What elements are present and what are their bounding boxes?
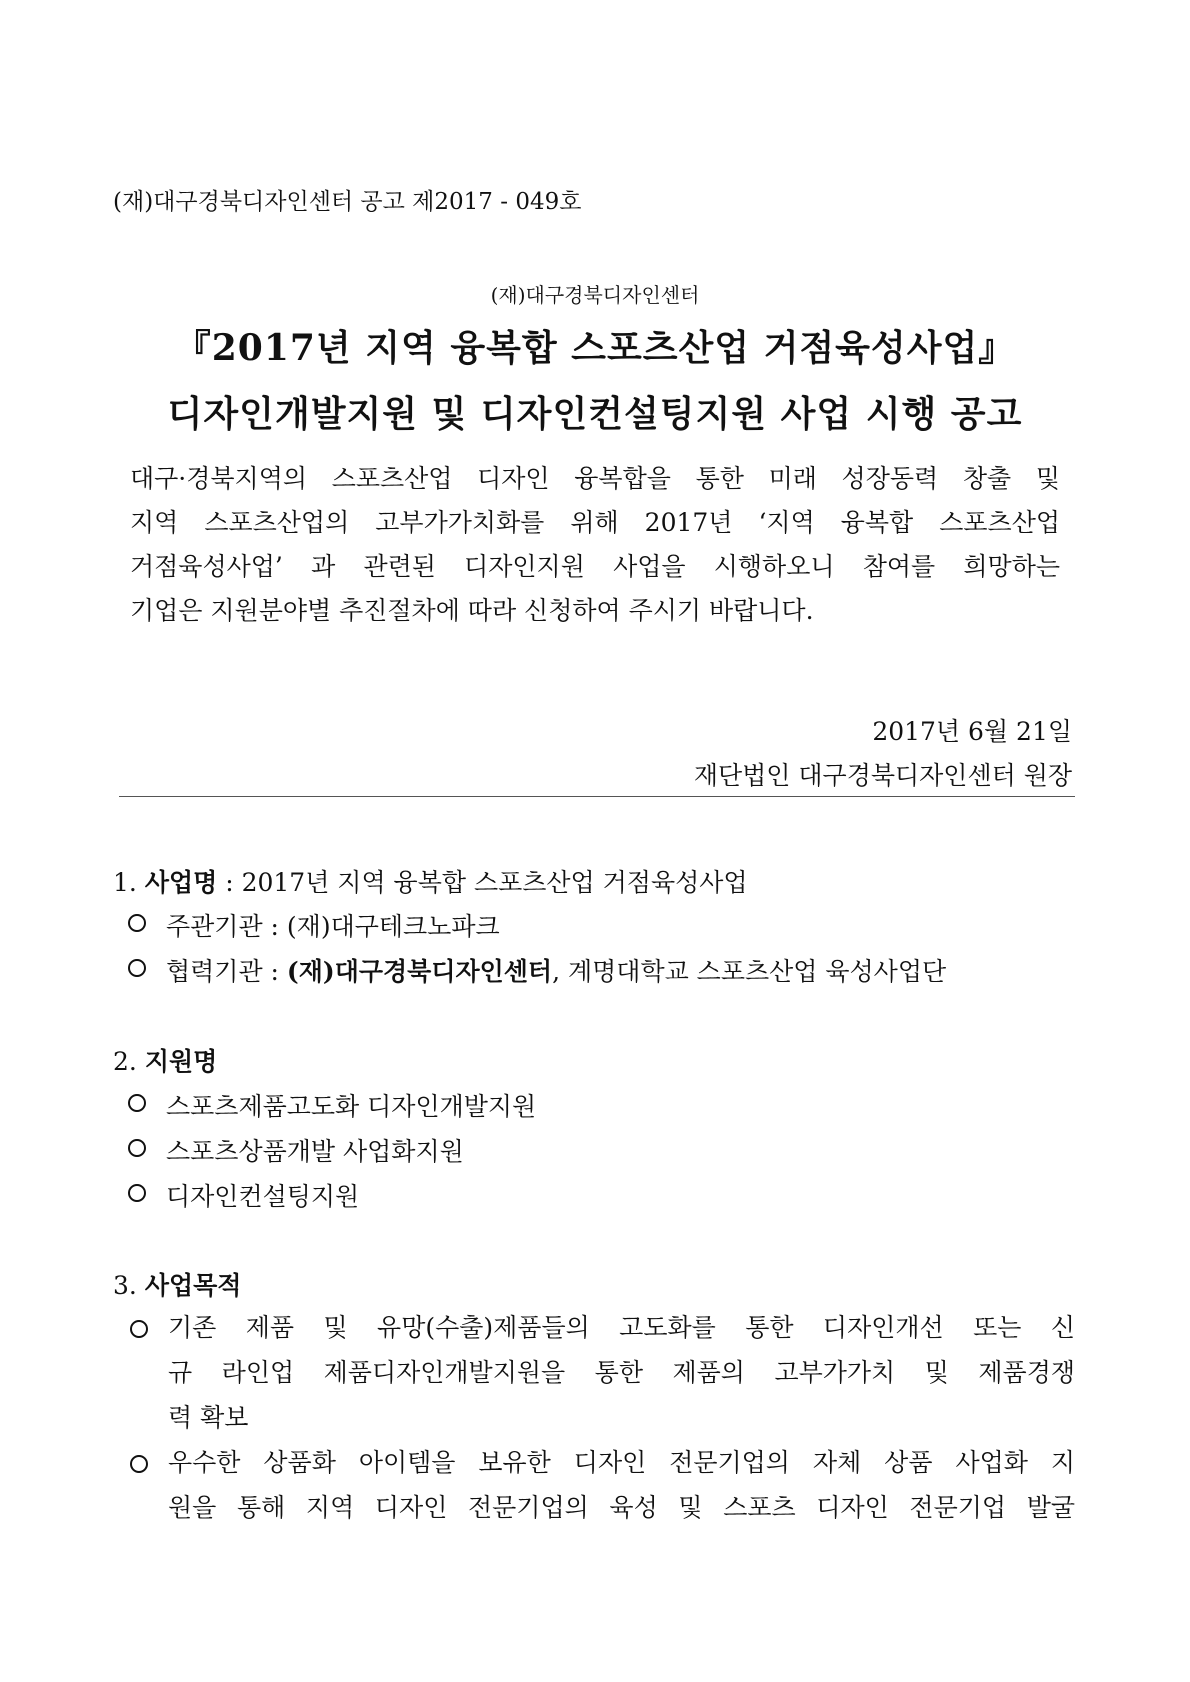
section-1-label: 사업명 xyxy=(144,868,218,897)
partner-org-primary: (재)대구경북디자인센터 xyxy=(286,957,553,986)
partner-org-label: 협력기관 : xyxy=(166,957,287,986)
host-org-label: 주관기관 : xyxy=(166,912,287,941)
intro-line-1: 대구·경북지역의 스포츠산업 디자인 융복합을 통한 미래 성장동력 창출 및 xyxy=(130,464,1060,493)
purpose-2-line-2: 원을 통해 지역 디자인 전문기업의 육성 및 스포츠 디자인 전문기업 발굴 xyxy=(168,1493,1075,1522)
list-item xyxy=(128,1132,1078,1168)
section-2-heading xyxy=(113,1042,217,1078)
list-item xyxy=(128,1087,1078,1123)
intro-line-2: 지역 스포츠산업의 고부가가치화를 위해 2017년 ‘지역 융복합 스포츠산업 xyxy=(130,508,1060,537)
circle-bullet-icon xyxy=(128,959,146,977)
section-3-number: 3. xyxy=(113,1271,137,1300)
divider xyxy=(119,796,1075,797)
circle-bullet-icon xyxy=(128,1184,146,1202)
circle-bullet-icon xyxy=(130,1455,148,1473)
list-item xyxy=(128,952,1078,988)
issuer-name: (재)대구경북디자인센터 xyxy=(490,283,700,307)
section-2-label: 지원명 xyxy=(144,1047,218,1076)
purpose-1-line-3: 력 확보 xyxy=(168,1403,249,1432)
circle-bullet-icon xyxy=(130,1320,148,1338)
purpose-1-line-2: 규 라인업 제품디자인개발지원을 통한 제품의 고부가가치 및 제품경쟁 xyxy=(168,1358,1075,1387)
host-org-value: (재)대구테크노파크 xyxy=(286,912,500,941)
circle-bullet-icon xyxy=(128,1139,146,1157)
section-1-number: 1. xyxy=(113,868,137,897)
intro-line-4: 기업은 지원분야별 추진절차에 따라 신청하여 주시기 바랍니다. xyxy=(130,596,814,625)
section-3-heading xyxy=(113,1266,241,1302)
title-line-2: 디자인개발지원 및 디자인컨설팅지원 사업 시행 공고 xyxy=(167,393,1023,435)
section-3-label: 사업목적 xyxy=(144,1271,242,1300)
list-item xyxy=(128,1177,1078,1213)
section-2-number: 2. xyxy=(113,1047,137,1076)
circle-bullet-icon xyxy=(128,914,146,932)
partner-org-others: , 계명대학교 스포츠산업 육성사업단 xyxy=(552,957,947,986)
notice-number: (재)대구경북디자인센터 공고 제2017 - 049호 xyxy=(113,189,582,215)
section-1-heading xyxy=(113,863,748,899)
purpose-2-line-1: 우수한 상품화 아이템을 보유한 디자인 전문기업의 자체 상품 사업화 지 xyxy=(168,1448,1075,1477)
list-item xyxy=(128,907,1078,943)
purpose-item-1 xyxy=(130,1305,1075,1440)
support-item: 스포츠제품고도화 디자인개발지원 xyxy=(166,1092,537,1121)
intro-line-3: 거점육성사업’ 과 관련된 디자인지원 사업을 시행하오니 참여를 희망하는 xyxy=(130,552,1060,581)
support-item: 디자인컨설팅지원 xyxy=(166,1182,360,1211)
title-line-1: 『2017년 지역 융복합 스포츠산업 거점육성사업』 xyxy=(174,327,1016,369)
signer: 재단법인 대구경북디자인센터 원장 xyxy=(693,761,1072,790)
announcement-date: 2017년 6월 21일 xyxy=(872,717,1072,746)
purpose-item-2 xyxy=(130,1440,1075,1530)
support-item: 스포츠상품개발 사업화지원 xyxy=(166,1137,464,1166)
circle-bullet-icon xyxy=(128,1094,146,1112)
section-1-value: : 2017년 지역 융복합 스포츠산업 거점육성사업 xyxy=(217,868,748,897)
purpose-1-line-1: 기존 제품 및 유망(수출)제품들의 고도화를 통한 디자인개선 또는 신 xyxy=(168,1313,1075,1342)
